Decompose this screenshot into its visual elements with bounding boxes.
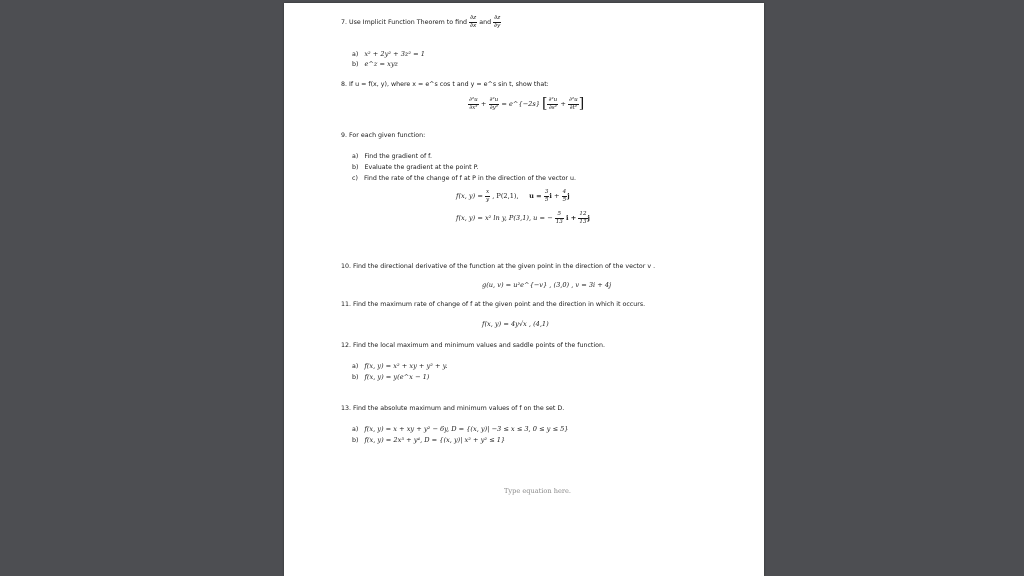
- formula-q11: f(x, y) = 4y√x , (4,1): [482, 320, 549, 328]
- partial-z-y: $\frac{\partial z}{\partial y}$: [494, 15, 501, 29]
- question-7a: a) x² + 2y² + 3z² = 1: [352, 50, 425, 58]
- question-7b: b) e^z = xyz: [352, 60, 399, 68]
- question-13b: b) f(x, y) = 2x³ + y⁴, D = {(x, y)| x² + y² ≤ 1}: [352, 436, 506, 444]
- question-9: 9. For each given function:: [341, 132, 426, 139]
- question-11: 11. Find the maximum rate of change of f at the given point and the direction in which it occurs.: [341, 301, 646, 308]
- question-10: 10. Find the directional derivative of the function at the given point in the direction of the vector v .: [341, 263, 656, 270]
- question-number: 7.: [341, 19, 348, 26]
- formula-q10: g(u, v) = u²e^{−v} , (3,0) , v = 3i + 4j: [482, 281, 612, 289]
- equation-placeholder[interactable]: Type equation here.: [504, 487, 572, 495]
- formula-q9-1: f(x, y) = $\frac{x}{y}$ , P(2,1), u = $\frac{3}{5}$ i + $\frac{4}{5}$ j: [456, 189, 570, 203]
- formula-q9-2: f(x, y) = x² ln y, P(3,1), u = − $\frac{5}{13}$ i + $\frac{12}{13}$ j: [456, 211, 590, 225]
- question-12: 12. Find the local maximum and minimum values and saddle points of the function.: [341, 342, 605, 349]
- question-12a: a) f(x, y) = x² + xy + y² + y.: [352, 362, 448, 370]
- partial-z-x: $\frac{\partial z}{\partial x}$: [470, 15, 477, 29]
- question-13: 13. Find the absolute maximum and minimum values of f on the set D.: [341, 405, 565, 412]
- question-13a: a) f(x, y) = x + xy + y² − 6y, D = {(x, y)| −3 ≤ x ≤ 3, 0 ≤ y ≤ 5}: [352, 425, 569, 433]
- question-12b: b) f(x, y) = y(e^x − 1): [352, 373, 430, 381]
- document-page: [284, 3, 764, 576]
- formula-q8: $\frac{\text{∂²u}}{\text{∂x²}}$ + $\frac{\text{∂²u}}{\text{∂y²}}$ = e^{−2s} [ $\frac{\text{∂²u}}{\text{∂s²}}$ + $\frac{\text{∂²u}}{\text{∂t²}}$ ]: [469, 95, 585, 112]
- question-9c: c) Find the rate of the change of f at P in the direction of the vector u.: [352, 175, 577, 182]
- question-text: Use Implicit Function Theorem to find: [349, 19, 468, 26]
- question-9b: b) Evaluate the gradient at the point P.: [352, 164, 479, 171]
- question-7: 7. Use Implicit Function Theorem to find $\frac{\partial z}{\partial x}$ and $\frac{\partial z}{\partial y}$: [341, 15, 501, 29]
- question-9a: a) Find the gradient of f.: [352, 153, 432, 160]
- question-8: 8. If u = f(x, y), where x = e^s cos t and y = e^s sin t, show that:: [341, 81, 549, 88]
